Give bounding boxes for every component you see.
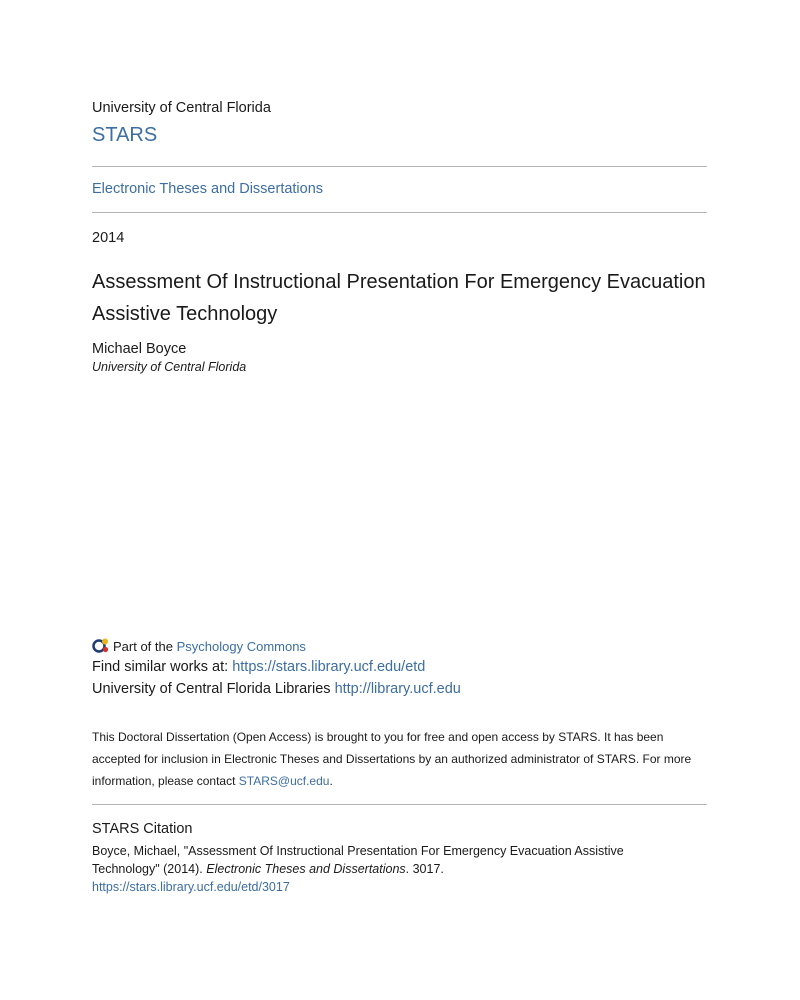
access-notice-end: . bbox=[329, 774, 333, 788]
contact-email-link[interactable]: STARS@ucf.edu bbox=[238, 774, 330, 788]
access-notice-text: This Doctoral Dissertation (Open Access) is brought to you for free and open access by STARS. It has been accepted for inclusion in Electronic Theses and Dissertations by an authorized administrator of STARS. For more information, please contact bbox=[92, 730, 692, 788]
repository-link[interactable]: STARS bbox=[92, 124, 158, 146]
citation-heading: STARS Citation bbox=[92, 821, 193, 837]
part-of-line bbox=[92, 637, 306, 655]
citation-text: Boyce, Michael, "Assessment Of Instructional Presentation For Emergency Evacuation Assistive Technology" (2014). bbox=[92, 844, 624, 876]
divider bbox=[92, 804, 707, 805]
citation-series: Electronic Theses and Dissertations bbox=[206, 862, 406, 876]
document-title: Assessment Of Instructional Presentation For Emergency Evacuation Assistive Technology bbox=[92, 271, 706, 325]
bepress-commons-icon bbox=[92, 637, 110, 655]
institution-name: University of Central Florida bbox=[92, 100, 271, 116]
author-affiliation: University of Central Florida bbox=[92, 360, 247, 374]
publication-year: 2014 bbox=[92, 230, 125, 246]
citation-body bbox=[92, 842, 692, 896]
similar-works-label: Find similar works at: bbox=[92, 659, 229, 675]
libraries-link[interactable]: http://library.ucf.edu bbox=[334, 681, 461, 697]
libraries-label: University of Central Florida Libraries bbox=[92, 681, 331, 697]
similar-works-link[interactable]: https://stars.library.ucf.edu/etd bbox=[232, 659, 426, 675]
divider bbox=[92, 212, 707, 213]
divider bbox=[92, 166, 707, 167]
author-name: Michael Boyce bbox=[92, 341, 187, 357]
part-of-prefix: Part of the bbox=[113, 638, 173, 654]
access-notice bbox=[92, 726, 712, 792]
libraries-line bbox=[92, 681, 461, 697]
collection-link[interactable]: Electronic Theses and Dissertations bbox=[92, 181, 324, 197]
citation-number: . 3017. bbox=[405, 862, 444, 876]
psychology-commons-link[interactable]: Psychology Commons bbox=[176, 638, 306, 654]
similar-works-line bbox=[92, 659, 425, 675]
citation-link[interactable]: https://stars.library.ucf.edu/etd/3017 bbox=[92, 880, 290, 894]
